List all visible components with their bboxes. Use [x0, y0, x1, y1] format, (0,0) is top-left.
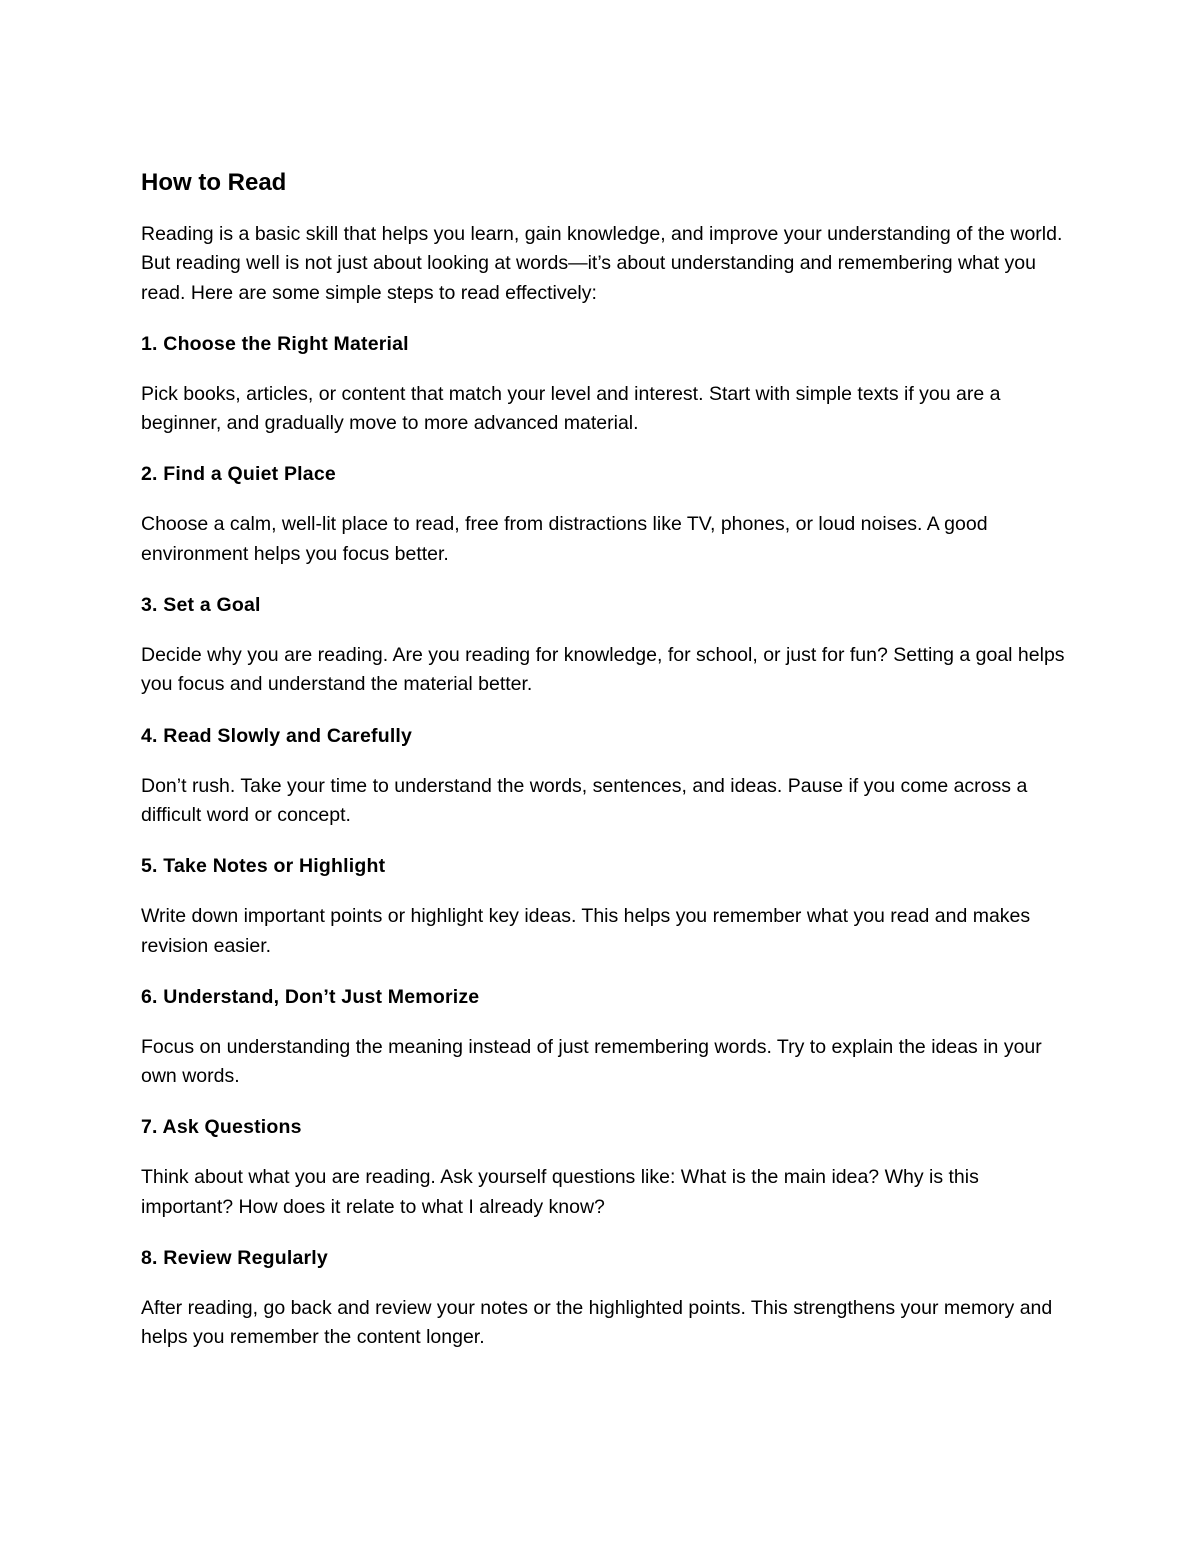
- section-read-slowly: [141, 722, 1066, 831]
- section-ask-questions: [141, 1113, 1066, 1222]
- section-body: Choose a calm, well-lit place to read, free from distractions like TV, phones, or loud noises. A good environment helps you focus better.: [141, 513, 988, 565]
- section-heading: 2. Find a Quiet Place: [141, 463, 336, 486]
- section-choose-material: [141, 330, 1066, 439]
- section-body: Decide why you are reading. Are you reading for knowledge, for school, or just for fun? Setting a goal helps you focus and understand the material better.: [141, 644, 1065, 696]
- section-heading: 8. Review Regularly: [141, 1247, 328, 1270]
- section-body: Pick books, articles, or content that match your level and interest. Start with simple texts if you are a beginner, and gradually move to more advanced material.: [141, 382, 1001, 435]
- section-body: Don’t rush. Take your time to understand the words, sentences, and ideas. Pause if you come across a difficult word or concept.: [141, 774, 1028, 826]
- section-body: Focus on understanding the meaning instead of just remembering words. Try to explain the ideas in your own words.: [141, 1035, 1042, 1088]
- section-heading: 6. Understand, Don’t Just Memorize: [141, 985, 480, 1008]
- section-understand: [141, 983, 1066, 1092]
- section-review: [141, 1244, 1066, 1353]
- document-page: [141, 166, 1066, 1353]
- section-heading: 4. Read Slowly and Carefully: [141, 724, 413, 747]
- section-body: Write down important points or highlight key ideas. This helps you remember what you read and makes revision easier.: [141, 905, 1031, 957]
- section-heading: 5. Take Notes or Highlight: [141, 855, 386, 878]
- section-body: After reading, go back and review your notes or the highlighted points. This strengthens your memory and helps you remember the content longer.: [141, 1297, 1053, 1349]
- section-take-notes: [141, 852, 1066, 961]
- section-quiet-place: [141, 460, 1066, 569]
- intro-paragraph: Reading is a basic skill that helps you learn, gain knowledge, and improve your understanding of the world. But reading well is not just about looking at words—it’s about understanding and remembering what you read. Here are some simple steps to read effectively:: [141, 223, 1063, 304]
- section-heading: 7. Ask Questions: [141, 1116, 302, 1139]
- section-body: Think about what you are reading. Ask yourself questions like: What is the main idea? Why is this important? How does it relate to what I already know?: [141, 1166, 979, 1218]
- section-set-goal: [141, 591, 1066, 700]
- section-heading: 3. Set a Goal: [141, 594, 261, 617]
- section-heading: 1. Choose the Right Material: [141, 332, 409, 355]
- page-title: How to Read: [141, 169, 287, 196]
